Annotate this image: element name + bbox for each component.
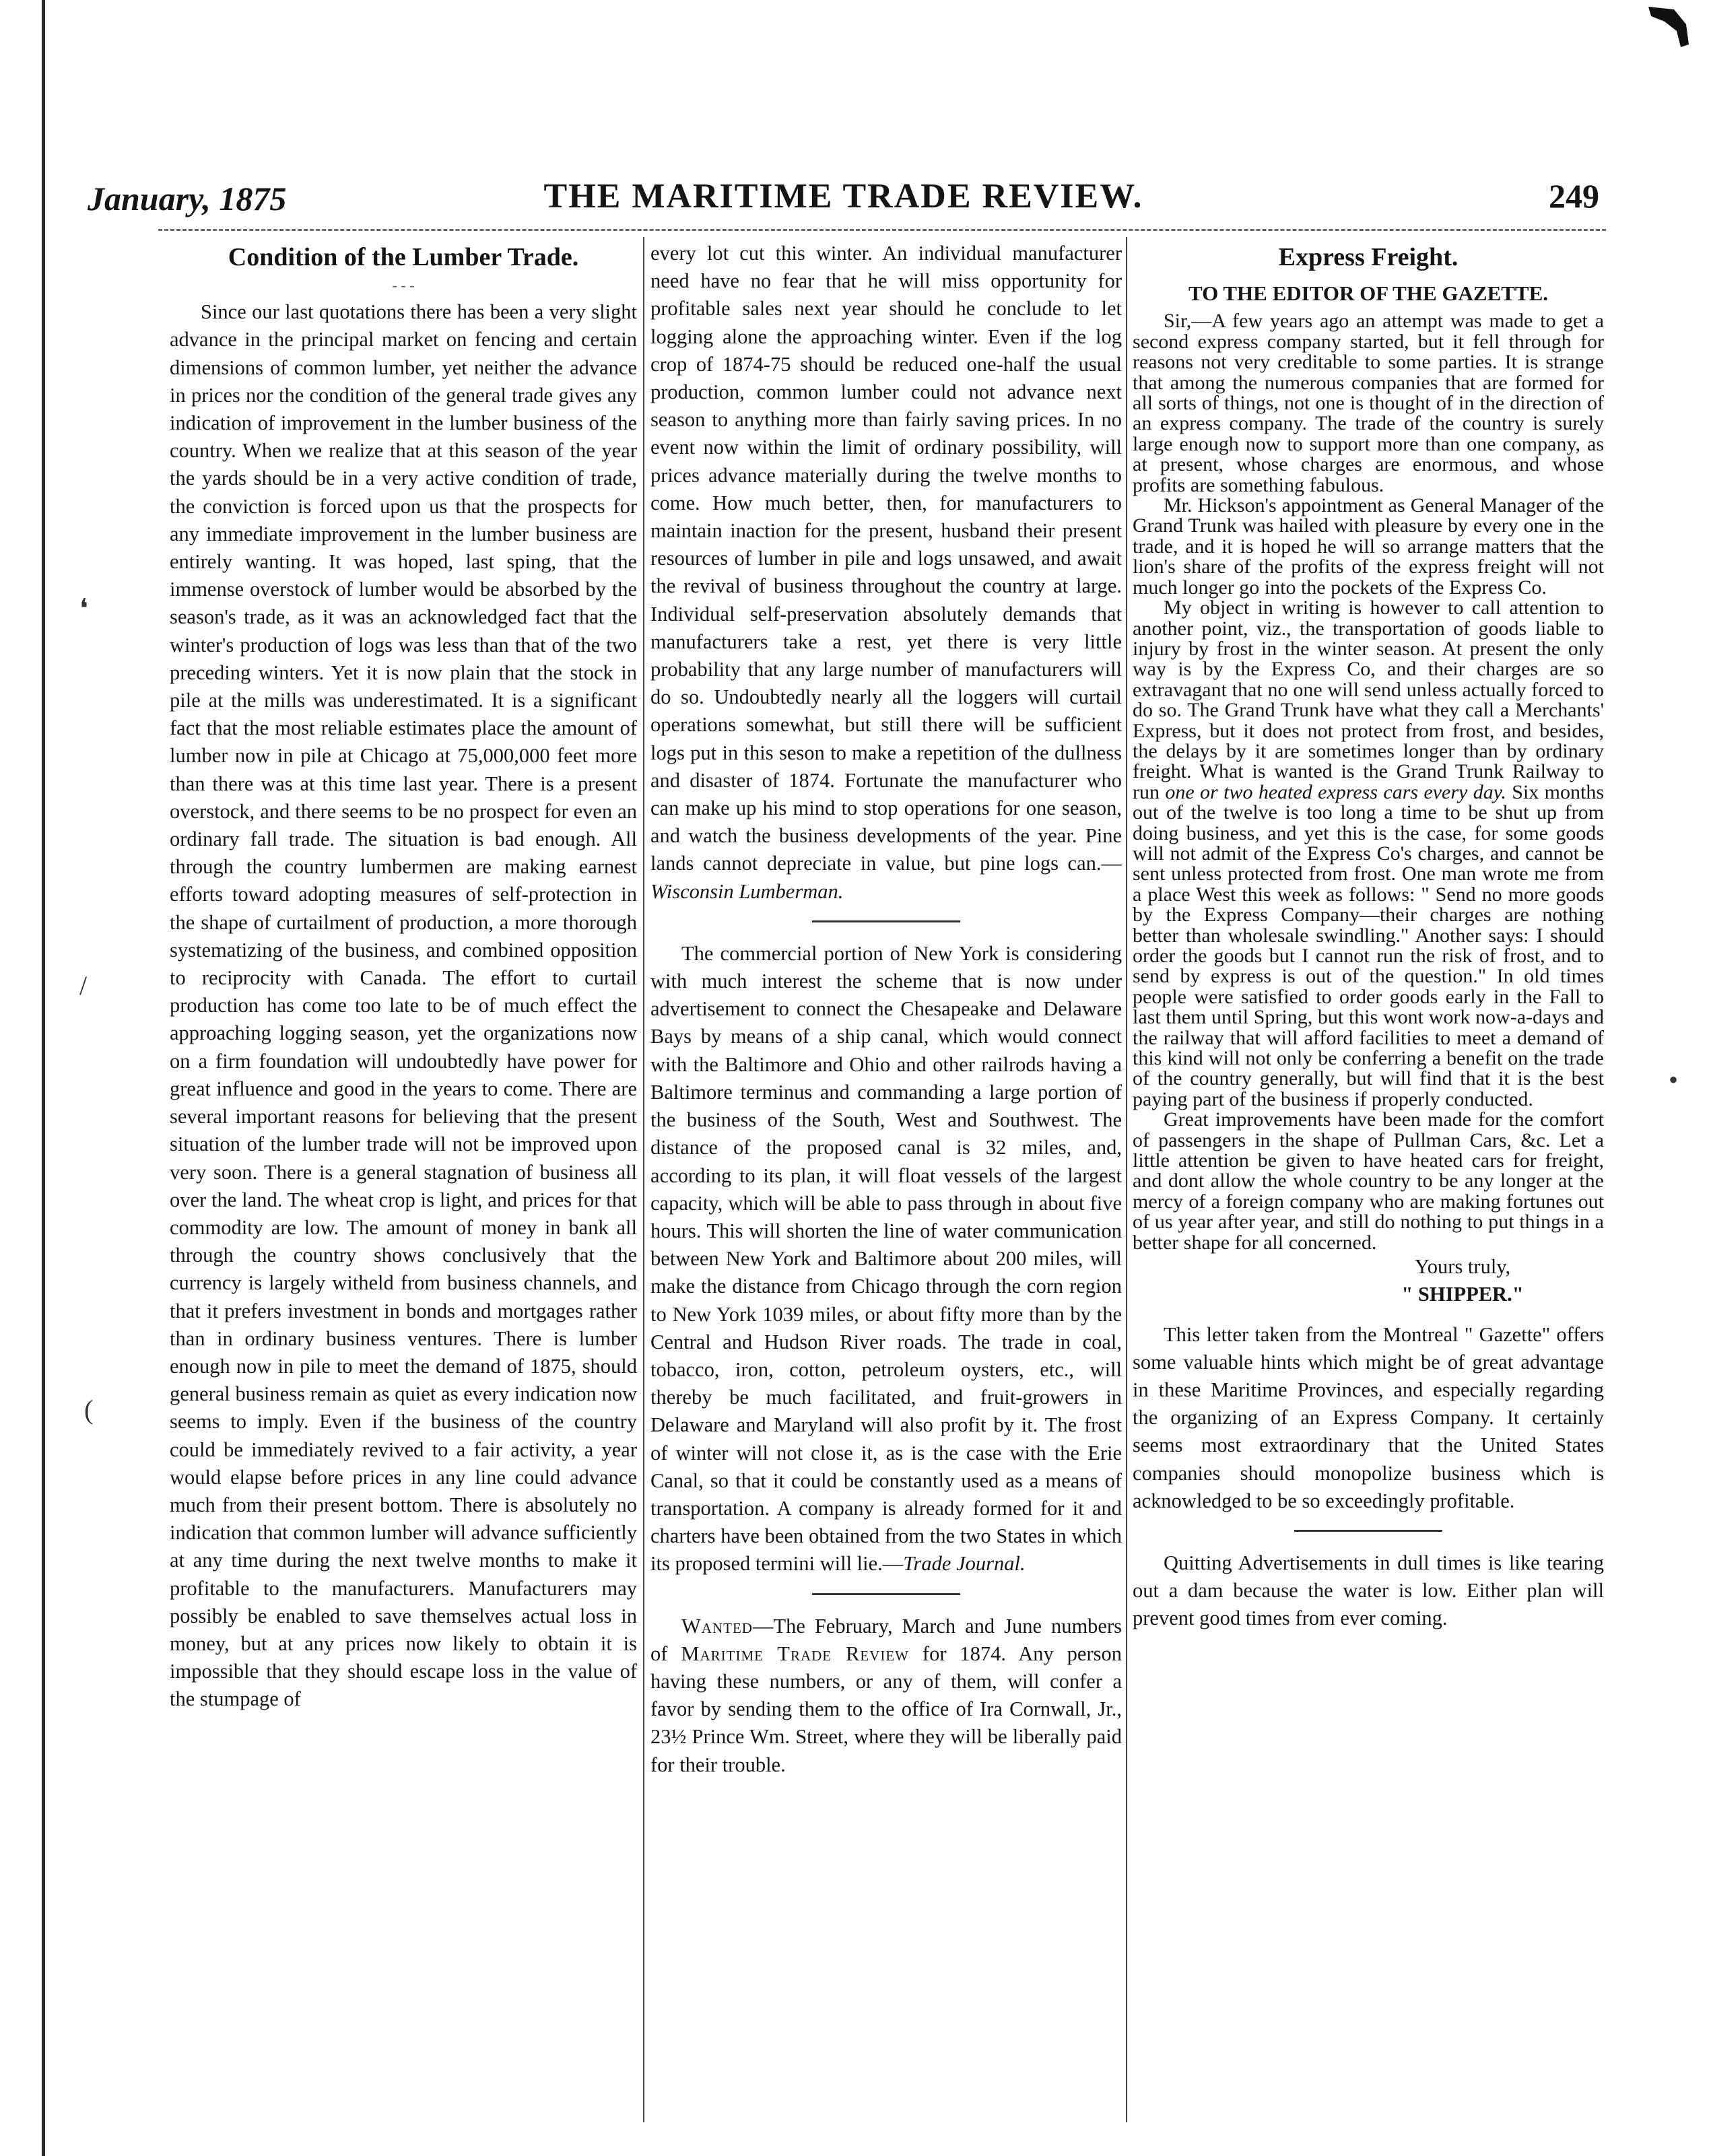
notice-label: Wanted: [681, 1614, 753, 1638]
column-1: [170, 240, 637, 1714]
letter-closing: Yours truly,: [1414, 1255, 1511, 1279]
corner-mark-icon: [1644, 4, 1691, 51]
letter-paragraph: Sir,—A few years ago an attempt was made to get a second express company started, but it fell through for reasons not very creditable to some parties. It is strange that among the numerous companies that are formed for all sorts of things, not one is thought of in the direction of an express company. The trade of the country is surely large enough now to support more than one company, as at present, whose charges are enormous, and whose profits are something fabulous.: [1133, 310, 1604, 496]
notice-text: —The February, March and June numbers of: [650, 1614, 1122, 1665]
quitting-note: Quitting Advertisements in dull times is like tearing out a dam because the water is low. Either plan will prevent good times from ever coming.: [1133, 1551, 1604, 1630]
column-divider: [1126, 237, 1127, 2122]
canal-article: [650, 940, 1122, 1578]
margin-mark-icon: (: [84, 1394, 94, 1425]
letter-body: [1133, 311, 1604, 1253]
letter-emphasis: one or two heated express cars every day.: [1165, 780, 1506, 803]
article-separator: [812, 920, 960, 922]
article-body-continued: [650, 240, 1122, 906]
notice-text: for 1874. Any person having these numbers, or any of them, will confer a favor by sending them to the office of Ira Cornwall, Jr., 23½ Prince Wm. Street, where they will be liberally paid for their trouble.: [650, 1642, 1122, 1776]
margin-mark-icon: /: [79, 970, 88, 1001]
article-body: Since our last quotations there has been a very slight advance in the principal market on fencing and certain dimensions of common lumber, yet neither the advance in prices nor the condition of the general trade gives any indication of improvement in the lumber business of the country. When we realize that at this season of the year the yards should be in a very active condition of trade, the conviction is forced upon us that the prospects for any immediate improvement in the lumber business are entirely wanting. It was hoped, last sping, that the immense overstock of lumber would be absorbed by the season's trade, as it was an acknowledged fact that the winter's production of logs was less than that of the two preceding winters. Yet it is now plain that the stock in pile at the mills was underestimated. It is a significant fact that the most reliable estimates place the amount of lumber now in pile at Chicago at 75,000,000 feet more than there was at this time last year. There is a present overstock, and there seems to be no prospect for even an ordinary fall trade. The situation is bad enough. All through the country lumbermen are making earnest efforts toward adopting measures of self-protection in the shape of curtailment of production, a more thorough systematizing of the business, and combined opposition to reciprocity with Canada. The effort to curtail production has come too late to be of much effect the approaching logging season, yet the organizations now on a firm foundation will undoubtedly have power for great influence and good in the years to come. There are several important reasons for believing that the present situation of the lumber trade will not be improved upon very soon. There is a general stagnation of business all over the land. The wheat crop is light, and prices for that commodity are low. The amount of money in bank all through the country shows conclusively that the currency is largely witheld from business channels, and that it prefers investment in bonds and mortgages rather than in ordinary business ventures. There is lumber enough now in pile to meet the demand of 1875, should general business remain as quiet as every indication now seems to imply. Even if the business of the country could be immediately revived to a fair activity, a year would elapse before prices in any line could advance much from their present bottom. There is absolutely no indication that common lumber will advance sufficiently at any time during the next twelve months to make it profitable to the manufacturers. Manufacturers may possibly be enabled to save themselves actual loss in money, but at any prices now likely to obtain it is impossible that they should escape loss in the value of the stumpage of: [170, 300, 637, 1711]
margin-mark-icon: ❛: [79, 593, 88, 624]
editor-comment: This letter taken from the Montreal " Gazette" offers some valuable hints which might be of great advantage in these Maritime Provinces, and especially regarding the organizing of an Express Company. It certainly seems most extraordinary that the United States companies should monopolize business which is acknowledged to be so exceedingly profitable.: [1133, 1322, 1604, 1512]
wanted-notice: [650, 1613, 1122, 1779]
letter-text: Six months out of the twelve is too long a time to be shut up from doing business, and yet this is the case, for some goods will not admit of the Express Co's charges, and cannot be sent unless protected from frost. One man wrote me from a place West this week as follows: " Send no more goods by the Express Company—their charges are nothing better than wholesale swindling." Another says: I should order the goods but I cannot run the risk of frost, and to send by express is out of the question." In old times people were satisfied to order goods early in the Fall to last them until Spring, but this wont work now-a-days and the railway that will afford facilities to meet a demand of this kind will not only be conferring a benefit on the trade of the country generally, but will find that it is the best paying part of the business if properly conducted.: [1133, 780, 1605, 1110]
issue-date: January, 1875: [88, 180, 287, 217]
article-text: every lot cut this winter. An individual manufacturer need have no fear that he will miss opportunity for profitable sales next year should he conclude to let logging alone the approaching winter. Even if the log crop of 1874-75 should be reduced one-half the usual production, common lumber could not advance next season to anything more than fairly saving prices. In no event now within the limit of ordinary possibility, will prices advance materially during the twelve months to come. How much better, then, for manufacturers to maintain inaction for the present, husband their present resources of lumber in pile and logs unsawed, and await the revival of business throughout the country at large. Individual self-preservation absolutely demands that manufacturers take a rest, yet there is very little probability that any large number of manufacturers will do so. Undoubtedly nearly all the loggers will curtail operations somewhat, but still there will be sufficient logs put in this seson to make a repetition of the dullness and disaster of 1874. Fortunate the manufacturer who can make up his mind to stop operations for one season, and watch the business developments of the year. Pine lands cannot depreciate in value, but pine logs can.—: [650, 242, 1122, 875]
letter-paragraph: Mr. Hickson's appointment as General Manager of the Grand Trunk was hailed with pleasure by every one in the trade, and it is hoped he will so arrange matters that the lion's share of the profits of the express freight will not much longer go into the pockets of the Express Co.: [1133, 494, 1604, 599]
column-divider: [643, 237, 644, 2122]
article-separator: [1294, 1530, 1442, 1532]
article-source: Wisconsin Lumberman.: [650, 879, 844, 903]
article-title: Express Freight.: [1278, 243, 1459, 271]
binding-edge: [42, 0, 45, 2156]
letter-text: My object in writing is however to call attention to another point, viz., the transportation of goods liable to injury by frost in the winter season. At present the only way is by the Express Co, and their charges are so extravagant that no one will send unless actually forced to do so. The Grand Trunk have what they call a Merchants' Express, but it does not protect from frost, and besides, the delays by it are sometimes longer than by ordinary freight. What is wanted is the Grand Trunk Railway to run: [1133, 597, 1604, 803]
page-number: 249: [1549, 177, 1599, 215]
title-ornament: - - -: [392, 277, 415, 294]
publication-title: THE MARITIME TRADE REVIEW.: [543, 177, 1143, 215]
magazine-name: Maritime Trade Review: [681, 1642, 909, 1665]
letter-paragraph: Great improvements have been made for the comfort of passengers in the shape of Pullman Cars, &c. Let a little attention be given to have heated cars for freight, and dont allow the whole country to be any longer at the mercy of a foreign company who are making fortunes out of us year after year, and still do nothing to put things in a better shape for all concerned.: [1133, 1108, 1604, 1254]
article-separator: [812, 1593, 960, 1595]
letter-signature: " SHIPPER.": [1401, 1283, 1524, 1306]
article-source: Trade Journal.: [903, 1552, 1026, 1576]
column-2: [650, 240, 1122, 1779]
margin-mark-icon: •: [1669, 1065, 1679, 1095]
column-3: [1133, 240, 1604, 1633]
article-title: Condition of the Lumber Trade.: [228, 243, 579, 271]
header-rule: [158, 229, 1606, 231]
page-header: [88, 176, 1599, 224]
letter-paragraph: [1133, 598, 1604, 1110]
article-text: The commercial portion of New York is considering with much interest the scheme that is now under advertisement to connect the Chesapeake and Delaware Bays by means of a ship canal, which would connect with the Baltimore and Ohio and other railrods having a Baltimore terminus and commanding a large portion of the business of the South, West and Southwest. The distance of the proposed canal is 32 miles, and, according to its plan, it will float vessels of the largest capacity, which will be able to pass through in about five hours. This will shorten the line of water communication between New York and Baltimore about 200 miles, will make the distance from Chicago through the corn region to New York 1039 miles, or about fifty more than by the Central and Hudson River roads. The trade in coal, tobacco, iron, cotton, petroleum oysters, etc., will thereby be much facilitated, and fruit-growers in Delaware and Maryland will also profit by it. The frost of winter will not close it, as is the case with the Erie Canal, so that it could be constantly used as a means of transportation. A company is already formed for it and charters have been obtained from the two States in which its proposed termini will lie.—: [650, 941, 1122, 1576]
letter-address: TO THE EDITOR OF THE GAZETTE.: [1188, 281, 1549, 306]
